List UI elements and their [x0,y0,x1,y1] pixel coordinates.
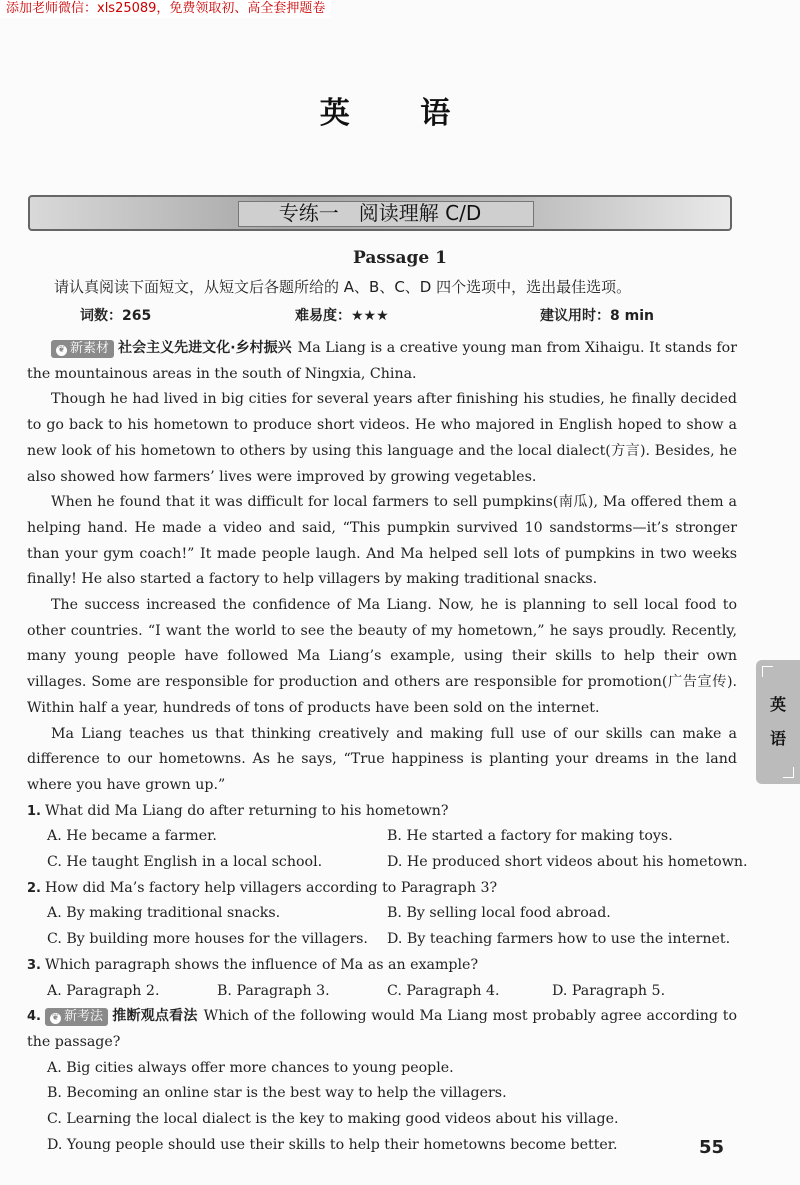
leaf-icon: ❦ [51,1013,60,1024]
options-row [27,979,737,1005]
corner-mark [762,666,773,677]
option-b[interactable]: B. He started a factory for making toys. [387,828,673,845]
paragraph-text: Ma Liang is a creative young man from Xihaigu. It stands for the mountainous areas in the south of Ningxia, China. [27,340,737,382]
watermark: 添加老师微信：xls25089，免费领取初、高全套押题卷 [0,0,331,18]
difficulty: 难易度：★★★ [295,308,389,324]
paragraph-1 [27,336,737,387]
question-1 [27,799,737,825]
leaf-icon: ❦ [57,345,66,355]
options-row [27,901,737,927]
paragraph-3: When he found that it was difficult for local farmers to sell pumpkins(南瓜), Ma offered them a helping hand. He made a video and said, “This pumpkin survived 10 sandstorms—it’s stronger than your gym coach!” It made people laugh. And Ma helped sell lots of pumpkins in two weeks finally! He also started a factory to help villagers by making traditional snacks. [27,494,737,588]
passage-content [27,336,748,1158]
option-c[interactable]: C. By building more houses for the villagers. [47,931,368,948]
options-row [27,850,748,876]
option-b[interactable]: B. Becoming an online star is the best way to help the villagers. [47,1085,507,1102]
question-text: Which paragraph shows the influence of Ma as an example? [44,956,479,973]
word-count: 词数：265 [80,308,152,324]
option-c[interactable]: C. He taught English in a local school. [47,854,323,871]
question-4 [27,1004,737,1055]
option-a[interactable]: A. He became a farmer. [47,828,217,845]
question-text: What did Ma Liang do after returning to his hometown? [44,802,449,819]
suggested-time: 建议用时：8 min [540,308,654,324]
option-a[interactable]: A. Big cities always offer more chances to young people. [47,1059,454,1076]
option-d[interactable]: D. He produced short videos about his hometown. [387,854,748,871]
paragraph-5: Ma Liang teaches us that thinking creatively and making full use of our skills can make a difference to our hometowns. As he says, “True happiness is planting your dreams in the land where you have grown up.” [27,725,737,793]
question-number: 3. [27,957,41,973]
options-row [27,824,737,850]
passage-title: Passage 1 [353,248,447,268]
question-number: 4. [27,1009,41,1025]
option-d[interactable]: D. By teaching farmers how to use the internet. [387,931,731,948]
question-number: 2. [27,880,41,896]
questions [27,799,748,1159]
instruction: 请认真阅读下面短文，从短文后各题所给的 A、B、C、D 四个选项中，选出最佳选项。 [54,278,632,296]
side-tab-char-1: 英 [769,695,786,714]
tag-description: 推断观点看法 [112,1008,198,1025]
option-b[interactable]: B. Paragraph 3. [217,982,330,999]
subject-title: 英 语 [319,96,481,131]
meta-row [80,305,680,327]
option-a[interactable]: A. Paragraph 2. [47,982,160,999]
paragraph-4: The success increased the confidence of Ma Liang. Now, he is planning to sell local food to other countries. “I want the world to see the beauty of my hometown,” he says proudly. Recently, many young people have followed Ma Liang’s example, using their skills to help their own villages. Some are responsible for production and others are responsible for promotion(广告宣传). Within half a year, hundreds of tons of products have been sold on the internet. [27,597,737,716]
new-exam-method-tag: ❦ 新考法 [45,1008,108,1026]
option-c[interactable]: C. Paragraph 4. [387,982,500,999]
side-tab-char-2: 语 [769,729,786,748]
corner-mark [783,767,794,778]
option-d[interactable]: D. Paragraph 5. [552,982,666,999]
new-material-tag: ❦ 新素材 [51,340,114,358]
options-row [27,927,737,953]
option-d[interactable]: D. Young people should use their skills to help their hometowns become better. [47,1136,618,1153]
section-title: 专练一 阅读理解 C/D [278,201,482,225]
question-2 [27,876,737,902]
question-number: 1. [27,803,41,819]
page-number: 55 [698,1137,724,1158]
paragraph-2: Though he had lived in big cities for several years after finishing his studies, he finally decided to go back to his hometown to produce short videos. He who majored in English hoped to show a new look of his hometown to others by using this language and the local dialect(方言). Besides, he also showed how farmers’ lives were improved by growing vegetables. [27,391,737,485]
option-a[interactable]: A. By making traditional snacks. [47,905,281,922]
option-c[interactable]: C. Learning the local dialect is the key to making good videos about his village. [47,1111,619,1128]
section-banner [28,195,732,231]
question-text: How did Ma’s factory help villagers according to Paragraph 3? [44,879,498,896]
question-text: Which of the following would Ma Liang most probably agree according to the passage? [27,1008,737,1050]
option-b[interactable]: B. By selling local food abroad. [387,905,611,922]
subject-side-tab [756,660,800,784]
question-3 [27,953,737,979]
tag-description: 社会主义先进文化·乡村振兴 [118,340,292,356]
